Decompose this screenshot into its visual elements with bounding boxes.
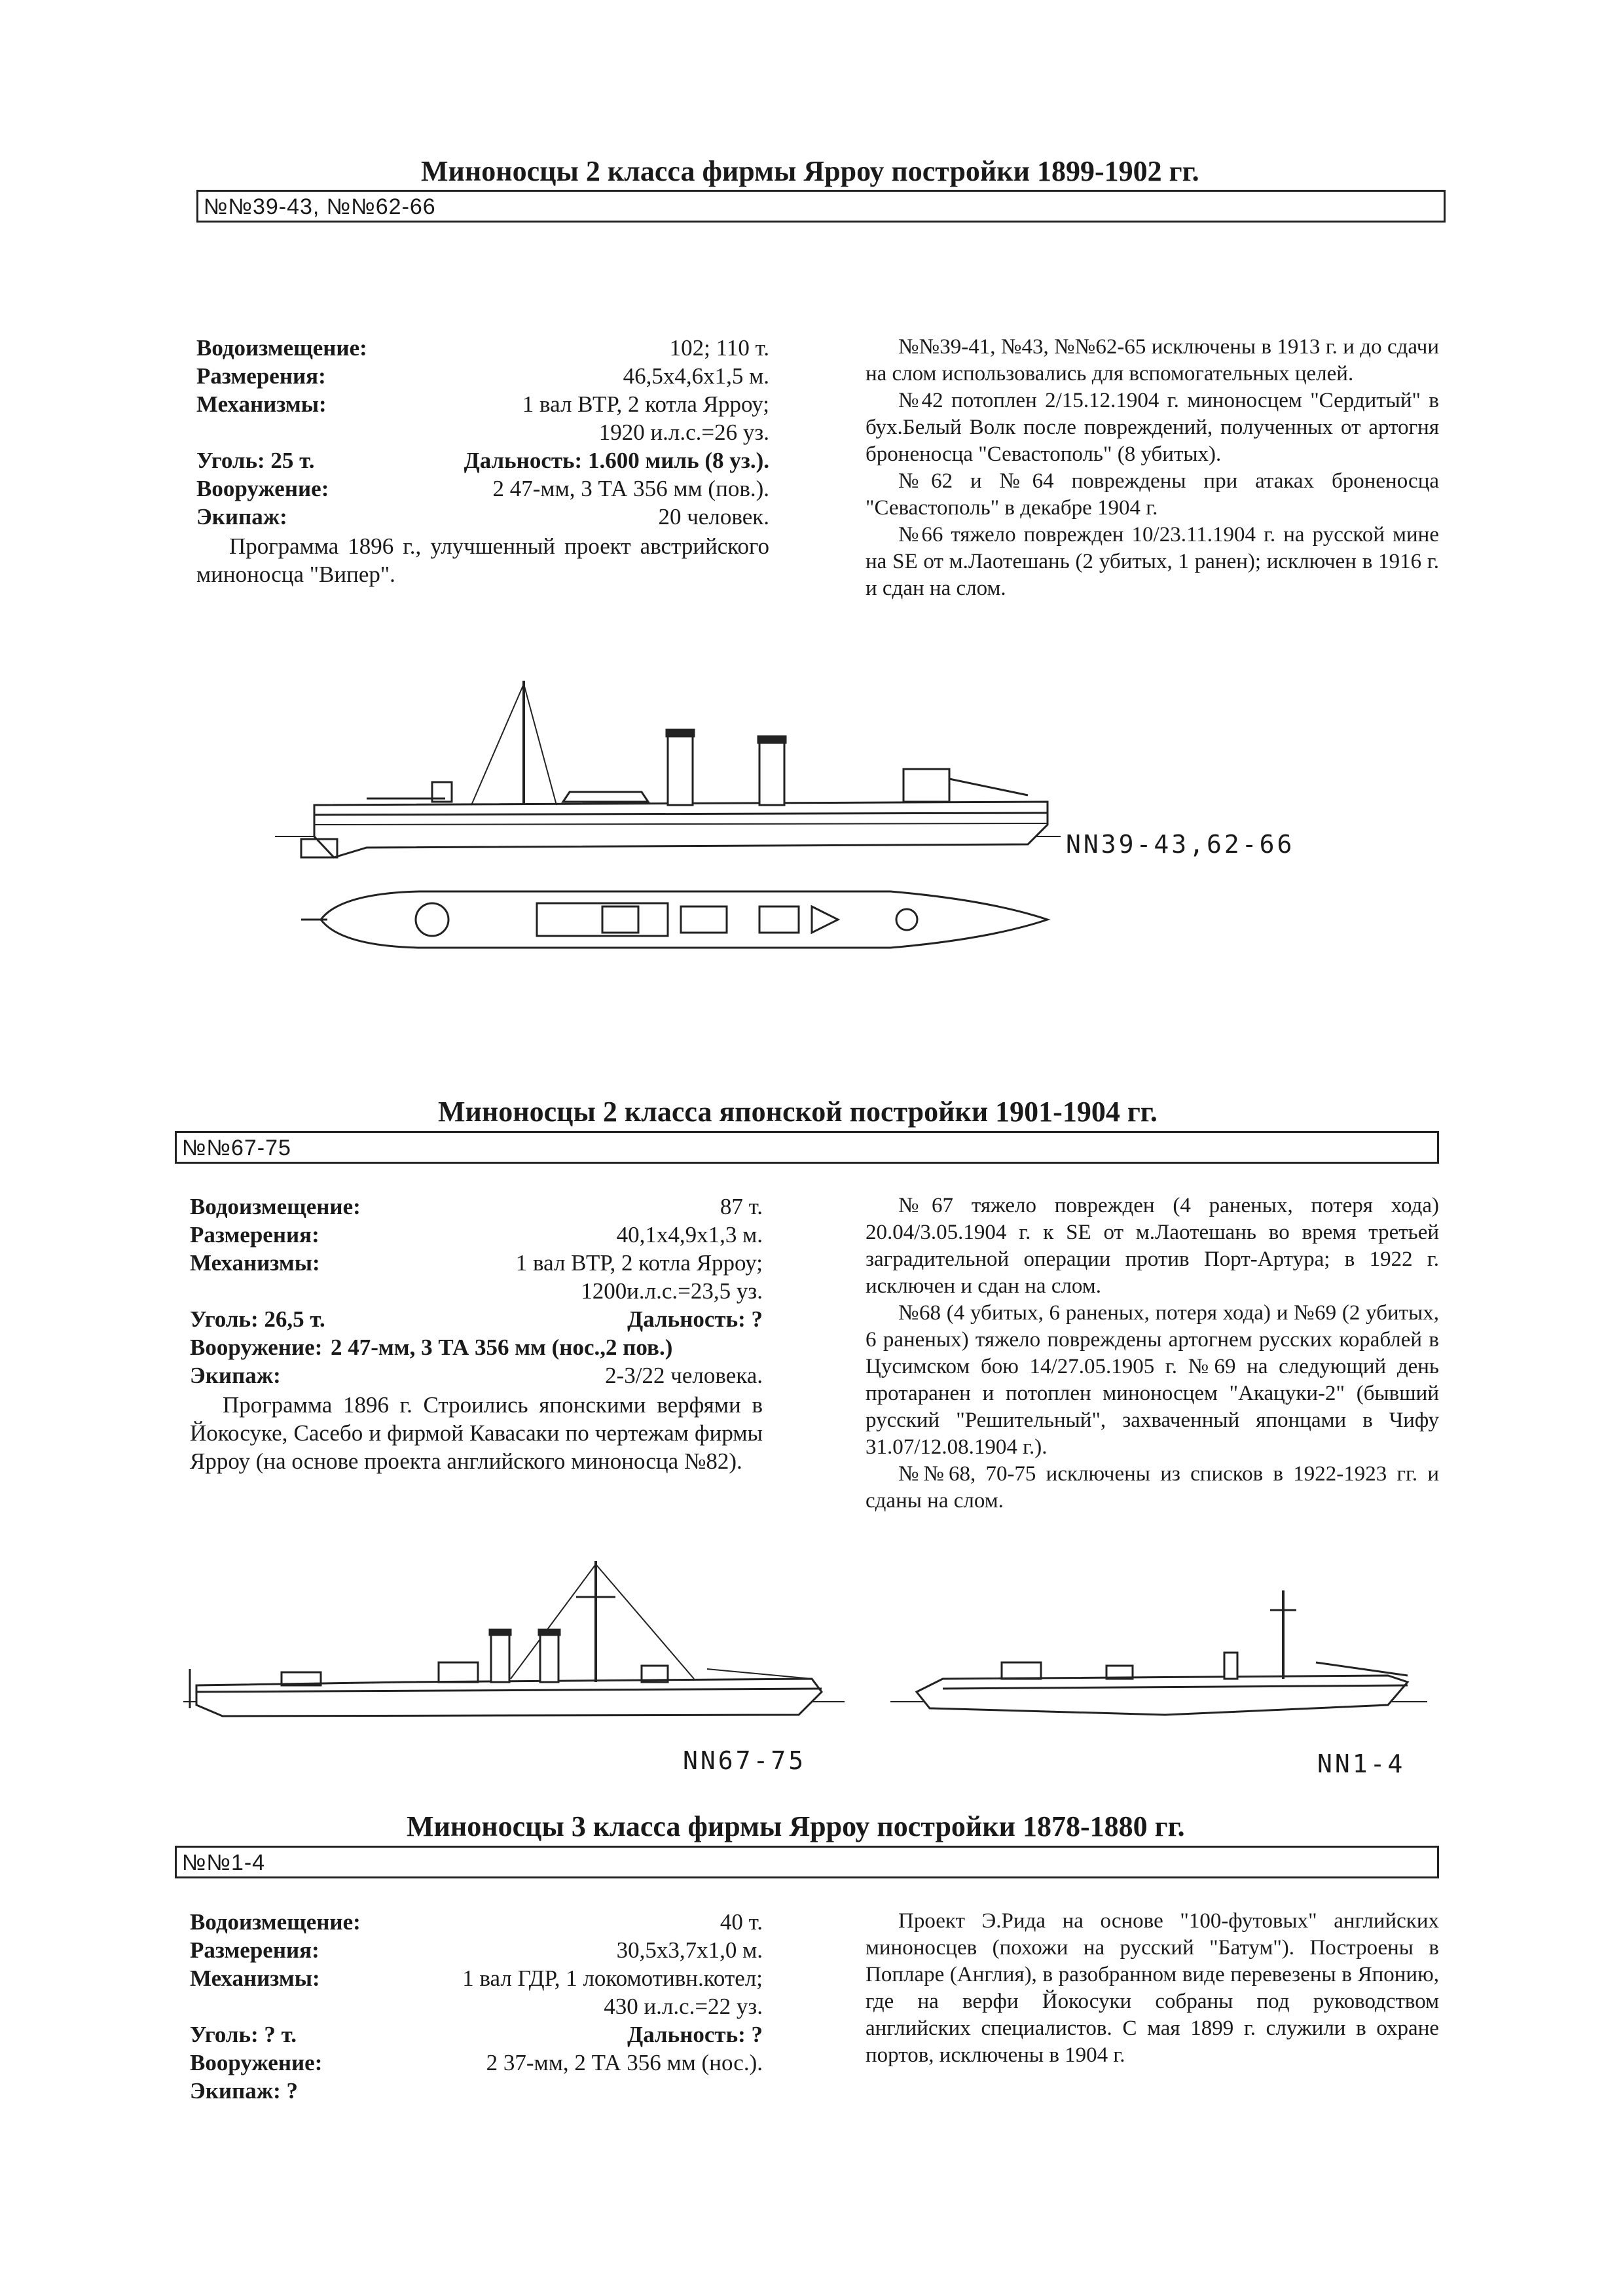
machinery-label: Механизмы: [196, 391, 327, 417]
section-2-numbers: №№67-75 [182, 1136, 291, 1160]
note: №№68, 70-75 исключены из списков в 1922-1923 гг. и сданы на слом. [866, 1462, 1439, 1513]
displacement-value: 102; 110 т. [669, 335, 769, 361]
note: №62 и №64 повреждены при атаках броненосца "Севастополь" в декабре 1904 г. [866, 469, 1439, 520]
range-value: ? [751, 1306, 763, 1332]
section-2-numbers-box [175, 1131, 1439, 1164]
range-value: ? [751, 2022, 763, 2047]
section-3-numbers: №№1-4 [182, 1850, 266, 1875]
section-1-notes [866, 334, 1439, 602]
displacement-value: 87 т. [720, 1194, 763, 1219]
section-3-title: Миноносцы 3 класса фирмы Ярроу постройки 1878-1880 гг. [407, 1810, 1185, 1842]
coal-label: Уголь: 25 т. [196, 448, 315, 473]
machinery-value: 1 вал ГДР, 1 локомотивн.котел; [462, 1965, 763, 1991]
machinery-value: 1 вал ВТР, 2 котла Ярроу; [522, 391, 769, 417]
range-value: 1.600 миль (8 уз.). [587, 448, 769, 473]
note: №66 тяжело поврежден 10/23.11.1904 г. на русской мине на SE от м.Лаотешань (2 убитых, 1 ранен); исключен в 1916 г. и сдан на слом. [866, 523, 1439, 600]
displacement-label: Водоизмещение: [190, 1194, 361, 1219]
section-3-caption: NN1-4 [1317, 1749, 1406, 1778]
section-1-numbers: №№39-43, №№62-66 [204, 194, 436, 219]
section-1-caption: NN39-43,62-66 [1066, 830, 1295, 859]
crew-value: 2-3/22 человека. [605, 1363, 763, 1388]
crew-value: 20 человек. [658, 504, 769, 529]
dimensions-label: Размерения: [190, 1937, 319, 1963]
dimensions-value: 40,1х4,9х1,3 м. [616, 1222, 763, 1247]
crew-value: ? [286, 2078, 299, 2104]
armament-label: Вооружение: [196, 476, 329, 501]
crew-label: Экипаж: [190, 1363, 281, 1388]
range-label: Дальность: [464, 448, 583, 473]
section-3-notes [866, 1908, 1439, 2069]
dimensions-label: Размерения: [190, 1222, 319, 1247]
dimensions-value: 46,5х4,6х1,5 м. [623, 363, 769, 389]
machinery-label: Механизмы: [190, 1250, 320, 1276]
section-1-specs [196, 334, 769, 588]
note: №42 потоплен 2/15.12.1904 г. миноносцем "Сердитый" в бух.Белый Волк после повреждений, полученных от артогня броненосца "Севастополь" (8 убитых). [866, 389, 1439, 466]
armament-label: Вооружение: [190, 2050, 323, 2075]
range-label: Дальность: [627, 2022, 746, 2047]
coal-label: Уголь: 26,5 т. [190, 1306, 325, 1332]
ship-profile-drawing [890, 1584, 1427, 1741]
crew-label: Экипаж: [190, 2078, 281, 2104]
machinery-power: 1200и.л.с.=23,5 уз. [581, 1278, 763, 1304]
ship-profile-drawing [183, 1551, 845, 1748]
section-1-numbers-box [196, 190, 1446, 223]
machinery-value: 1 вал ВТР, 2 котла Ярроу; [515, 1250, 763, 1276]
section-1-program: Программа 1896 г., улучшенный проект австрийского миноносца "Випер". [196, 533, 769, 587]
dimensions-value: 30,5х3,7х1,0 м. [616, 1937, 763, 1963]
machinery-label: Механизмы: [190, 1965, 320, 1991]
armament-value: 2 47-мм, 3 ТА 356 мм (нос.,2 пов.) [331, 1335, 673, 1360]
machinery-power: 430 и.л.с.=22 уз. [604, 1994, 763, 2019]
section-1-title: Миноносцы 2 класса фирмы Ярроу постройки 1899-1902 гг. [421, 155, 1199, 187]
armament-label: Вооружение: [190, 1335, 323, 1360]
section-2-caption: NN67-75 [683, 1746, 807, 1775]
crew-label: Экипаж: [196, 504, 287, 529]
note: №№39-41, №43, №№62-65 исключены в 1913 г. и до сдачи на слом использовались для вспомогательных целей. [866, 335, 1439, 386]
section-3-numbers-box [175, 1846, 1439, 1878]
coal-label: Уголь: ? т. [190, 2022, 297, 2047]
note: Проект Э.Рида на основе "100-футовых" английских миноносцев (похожи на русский "Батум"). Построены в Попларе (Англия), в разобранном виде перевезены в Японию, где на верфи Йокосуки собраны под руководством английских специалистов. С мая 1899 г. служили в охране портов, исключены в 1904 г. [866, 1909, 1439, 2067]
note: №67 тяжело поврежден (4 раненых, потеря хода) 20.04/3.05.1904 г. к SE от м.Лаотешань во время третьей заградительной операции против Порт-Артура; в 1922 г. исключен и сдан на слом. [866, 1194, 1439, 1298]
note: №68 (4 убитых, 6 раненых, потеря хода) и №69 (2 убитых, 6 раненых) тяжело повреждены артогнем русских кораблей в Цусимском бою 14/27.05.1905 г. №69 на следующий день протаранен и потоплен миноносцем "Акацуки-2" (бывший русский "Решительный", захваченный японцами в Чифу 31.07/12.08.1904 г.). [866, 1301, 1439, 1459]
section-2-title: Миноносцы 2 класса японской постройки 1901-1904 гг. [438, 1096, 1158, 1128]
range-label: Дальность: [627, 1306, 746, 1332]
armament-value: 2 37-мм, 2 ТА 356 мм (нос.). [486, 2050, 763, 2075]
section-2-specs [190, 1193, 763, 1475]
section-3-specs [190, 1908, 763, 2105]
displacement-label: Водоизмещение: [190, 1909, 361, 1935]
section-2-program: Программа 1896 г. Строились японскими верфями в Йокосуке, Сасебо и фирмой Кавасаки по чертежам фирмы Ярроу (на основе проекта английского миноносца №82). [190, 1392, 763, 1474]
ship-plan-drawing [301, 884, 1048, 956]
armament-value: 2 47-мм, 3 ТА 356 мм (пов.). [492, 476, 769, 501]
dimensions-label: Размерения: [196, 363, 326, 389]
displacement-label: Водоизмещение: [196, 335, 367, 361]
machinery-power: 1920 и.л.с.=26 уз. [598, 420, 769, 445]
ship-profile-drawing [275, 668, 1061, 870]
displacement-value: 40 т. [720, 1909, 763, 1935]
section-2-notes [866, 1193, 1439, 1515]
